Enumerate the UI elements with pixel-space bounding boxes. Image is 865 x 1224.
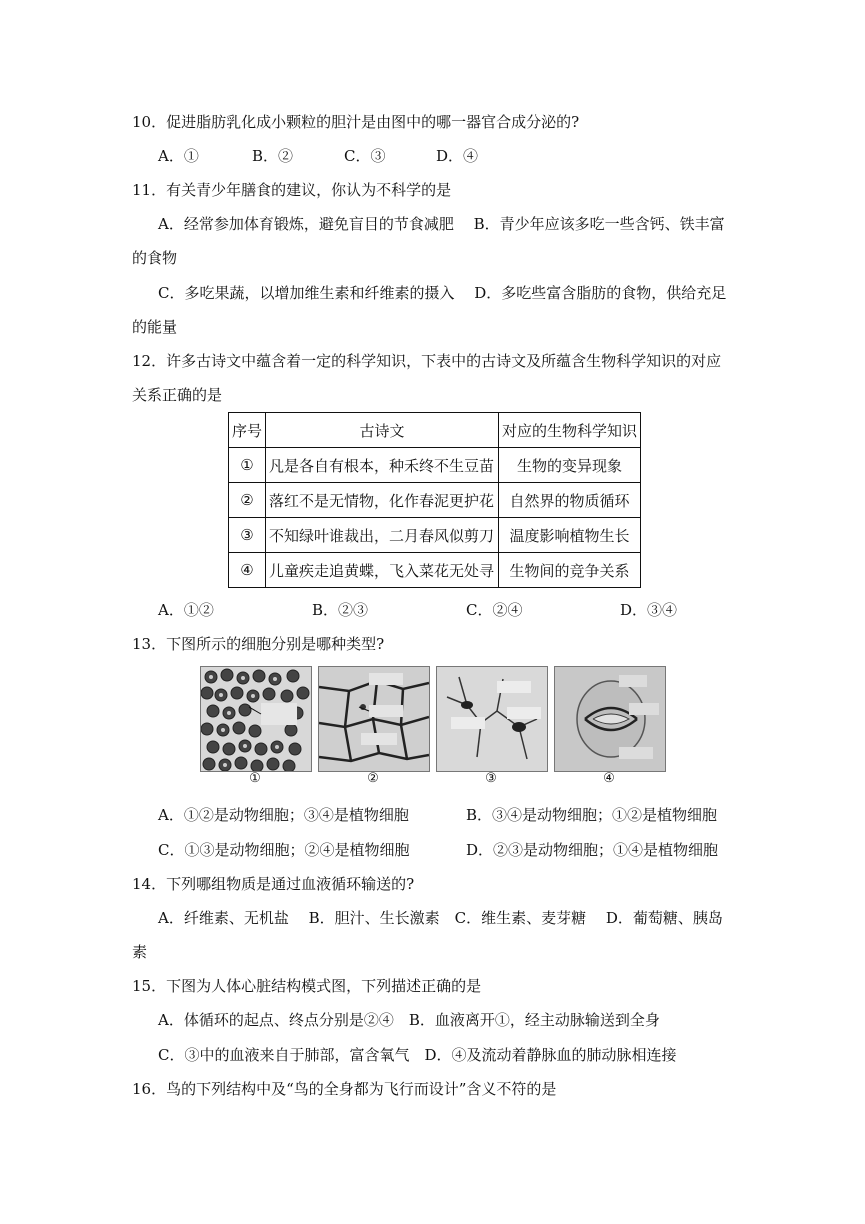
row-number: ④ <box>229 553 266 588</box>
cell-figure <box>200 666 665 790</box>
question-14-stem: 14．下列哪组物质是通过血液循环输送的? <box>132 875 415 893</box>
header-number: 序号 <box>229 413 266 448</box>
cell-label-4: ④ <box>603 771 615 786</box>
row-number: ② <box>229 483 266 518</box>
row-number: ③ <box>229 518 266 553</box>
cell-image-4 <box>554 666 666 772</box>
question-11-line-4: 的能量 <box>132 318 178 336</box>
question-11-stem: 11．有关青少年膳食的建议，你认为不科学的是 <box>132 181 452 199</box>
cell-label-2: ② <box>367 771 379 786</box>
table-row <box>229 483 641 518</box>
option-d: D．③④ <box>620 601 678 619</box>
option-d: D．②③是动物细胞；①④是植物细胞 <box>466 841 719 859</box>
cell-image-3 <box>436 666 548 772</box>
table-header-row <box>229 413 641 448</box>
row-knowledge: 自然界的物质循环 <box>499 483 641 518</box>
poem-table <box>228 412 641 588</box>
header-poem: 古诗文 <box>266 413 499 448</box>
row-knowledge: 生物的变异现象 <box>499 448 641 483</box>
table-row <box>229 518 641 553</box>
cell-label-1: ① <box>249 771 261 786</box>
option-b: B．③④是动物细胞；①②是植物细胞 <box>466 806 718 824</box>
row-poem: 落红不是无情物，化作春泥更护花 <box>266 483 499 518</box>
question-16-stem: 16．鸟的下列结构中及“鸟的全身都为飞行而设计”含义不符的是 <box>132 1080 557 1098</box>
option-a: A．①② <box>158 601 214 619</box>
question-14-line-2: 素 <box>132 943 148 961</box>
question-10-stem: 10．促进脂肪乳化成小颗粒的胆汁是由图中的哪一器官合成分泌的? <box>132 113 580 131</box>
option-b: B．② <box>252 147 294 165</box>
question-11-line-2: 的食物 <box>132 249 178 267</box>
table-row <box>229 448 641 483</box>
question-11-line-3: C．多吃果蔬，以增加维生素和纤维素的摄入 D．多吃些富含脂肪的食物，供给充足 <box>158 284 727 302</box>
question-15-line-2: C．③中的血液来自于肺部，富含氧气 D．④及流动着静脉血的肺动脉相连接 <box>158 1046 677 1064</box>
row-poem: 不知绿叶谁裁出，二月春风似剪刀 <box>266 518 499 553</box>
option-b: B．②③ <box>312 601 369 619</box>
question-13-stem: 13．下图所示的细胞分别是哪种类型? <box>132 635 385 653</box>
option-c: C．①③是动物细胞；②④是植物细胞 <box>158 841 410 859</box>
row-knowledge: 温度影响植物生长 <box>499 518 641 553</box>
table-row <box>229 553 641 588</box>
option-d: D．④ <box>436 147 479 165</box>
question-11-line-1: A．经常参加体育锻炼，避免盲目的节食减肥 B．青少年应该多吃一些含钙、铁丰富 <box>158 215 725 233</box>
question-15-line-1: A．体循环的起点、终点分别是②④ B．血液离开①，经主动脉输送到全身 <box>158 1011 660 1029</box>
cell-label-3: ③ <box>485 771 497 786</box>
question-12-stem-1: 12．许多古诗文中蕴含着一定的科学知识，下表中的古诗文及所蕴含生物科学知识的对应 <box>132 352 722 370</box>
option-a: A．①②是动物细胞；③④是植物细胞 <box>158 806 409 824</box>
cell-image-1 <box>200 666 312 772</box>
row-number: ① <box>229 448 266 483</box>
header-knowledge: 对应的生物科学知识 <box>499 413 641 448</box>
option-c: C．②④ <box>466 601 523 619</box>
row-poem: 儿童疾走追黄蝶，飞入菜花无处寻 <box>266 553 499 588</box>
question-12-stem-2: 关系正确的是 <box>132 386 223 404</box>
cell-image-2 <box>318 666 430 772</box>
option-c: C．③ <box>344 147 386 165</box>
row-poem: 凡是各自有根本，种禾终不生豆苗 <box>266 448 499 483</box>
option-a: A．① <box>158 147 199 165</box>
row-knowledge: 生物间的竞争关系 <box>499 553 641 588</box>
question-15-stem: 15．下图为人体心脏结构模式图，下列描述正确的是 <box>132 977 482 995</box>
question-14-line-1: A．纤维素、无机盐 B．胆汁、生长激素 C．维生素、麦芽糖 D．葡萄糖、胰岛 <box>158 909 723 927</box>
